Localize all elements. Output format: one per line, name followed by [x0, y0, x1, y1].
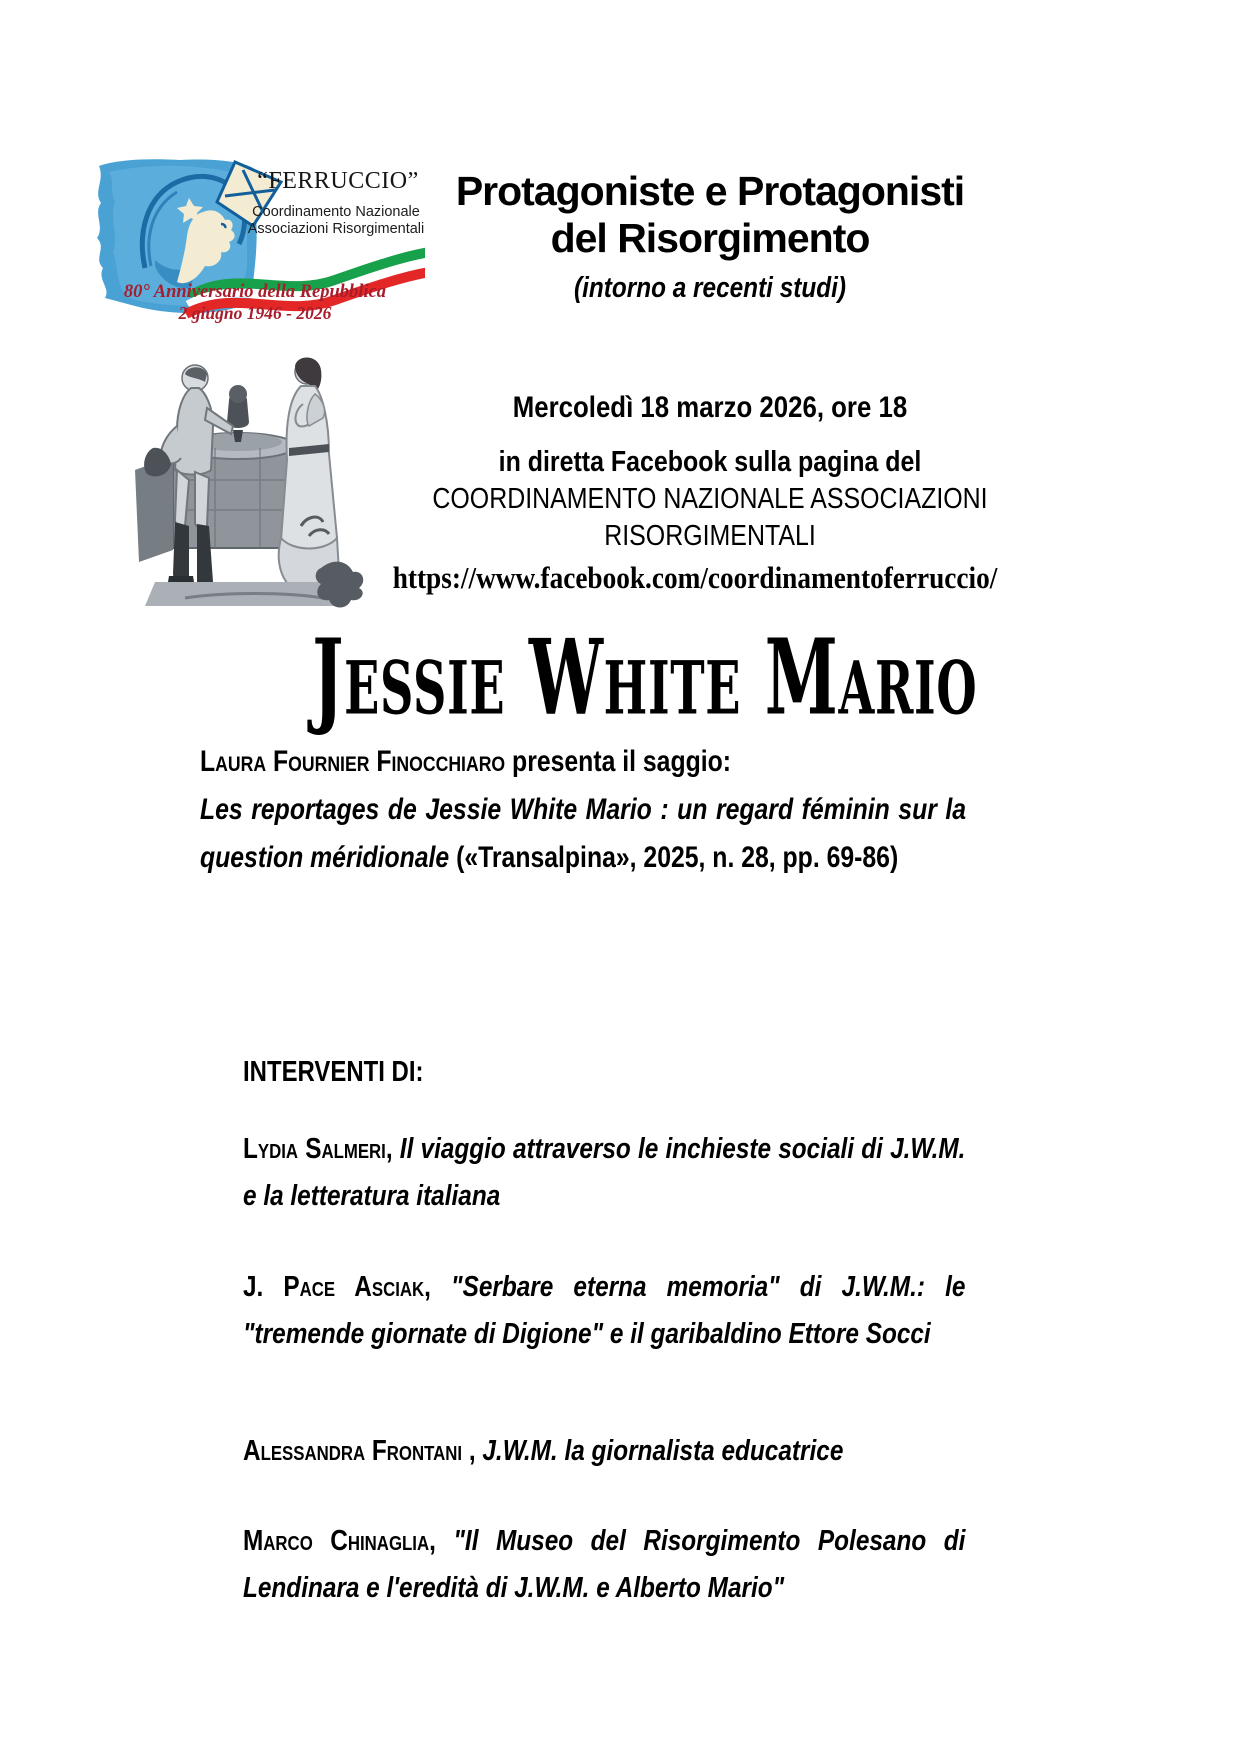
main-title-text: Jessie White Mario	[312, 615, 978, 739]
speaker-row	[243, 1428, 965, 1475]
speaker-name: J. Pace Asciak,	[243, 1271, 431, 1303]
speaker-talk-title: Il viaggio attraverso le inchieste sociali di J.W.M. e la letteratura italiana	[243, 1133, 966, 1212]
speaker-name: Alessandra Frontani ,	[243, 1435, 476, 1467]
speaker-talk-title: "Il Museo del Risorgimento Polesano di Lendinara e l'eredità di J.W.M. e Alberto Mario"	[243, 1525, 966, 1604]
anniversary-line2: 2 giugno 1946 - 2026	[178, 303, 332, 323]
speaker-talk-title: J.W.M. la giornalista educatrice	[482, 1435, 844, 1467]
essay-title: Les reportages de Jessie White Mario : un regard féminin sur la question méridionale	[200, 793, 967, 874]
event-title	[410, 168, 1010, 262]
anniversary-line1: 80° Anniversario della Repubblica	[123, 282, 387, 302]
stream-info	[409, 444, 1011, 555]
anniversary-text	[75, 282, 435, 323]
logo-title: “FERRUCCIO”	[257, 168, 419, 194]
stream-line1: in diretta Facebook sulla pagina del	[498, 446, 922, 478]
logo-org-line1: Coordinamento Nazionale	[252, 204, 420, 220]
speaker-talk-title: "Serbare eterna memoria" di J.W.M.: le "tremende giornate di Digione" e il garibaldino Ettore Socci	[243, 1271, 966, 1350]
speaker-row	[243, 1126, 965, 1220]
speaker-row	[243, 1264, 965, 1358]
interventi-heading: INTERVENTI DI:	[243, 1056, 424, 1088]
speaker-name: Lydia Salmeri,	[243, 1133, 393, 1165]
speaker-row	[243, 1518, 965, 1612]
facebook-url-link[interactable]: https://www.facebook.com/coordinamentoferruccio/	[392, 560, 998, 595]
main-title	[25, 615, 1240, 739]
event-title-line1: Protagoniste e Protagonisti	[455, 168, 965, 214]
stream-line3: RISORGIMENTALI	[604, 520, 816, 552]
event-subtitle: (intorno a recenti studi)	[573, 272, 847, 304]
event-title-line2: del Risorgimento	[550, 215, 870, 261]
essay-ref: («Transalpina», 2025, n. 28, pp. 69-86)	[456, 841, 899, 874]
ferruccio-logo	[85, 148, 425, 333]
speaker-name: Marco Chinaglia,	[243, 1525, 436, 1557]
presenter-intro: presenta il saggio:	[505, 745, 731, 778]
event-datetime: Mercoledì 18 marzo 2026, ore 18	[512, 391, 908, 424]
logo-organization	[245, 204, 427, 238]
stream-line2: COORDINAMENTO NAZIONALE ASSOCIAZIONI	[432, 483, 988, 515]
presentation-paragraph	[200, 738, 966, 882]
presenter-name: Laura Fournier Finocchiaro	[200, 745, 506, 778]
logo-org-line2: Associazioni Risorgimentali	[247, 221, 425, 237]
